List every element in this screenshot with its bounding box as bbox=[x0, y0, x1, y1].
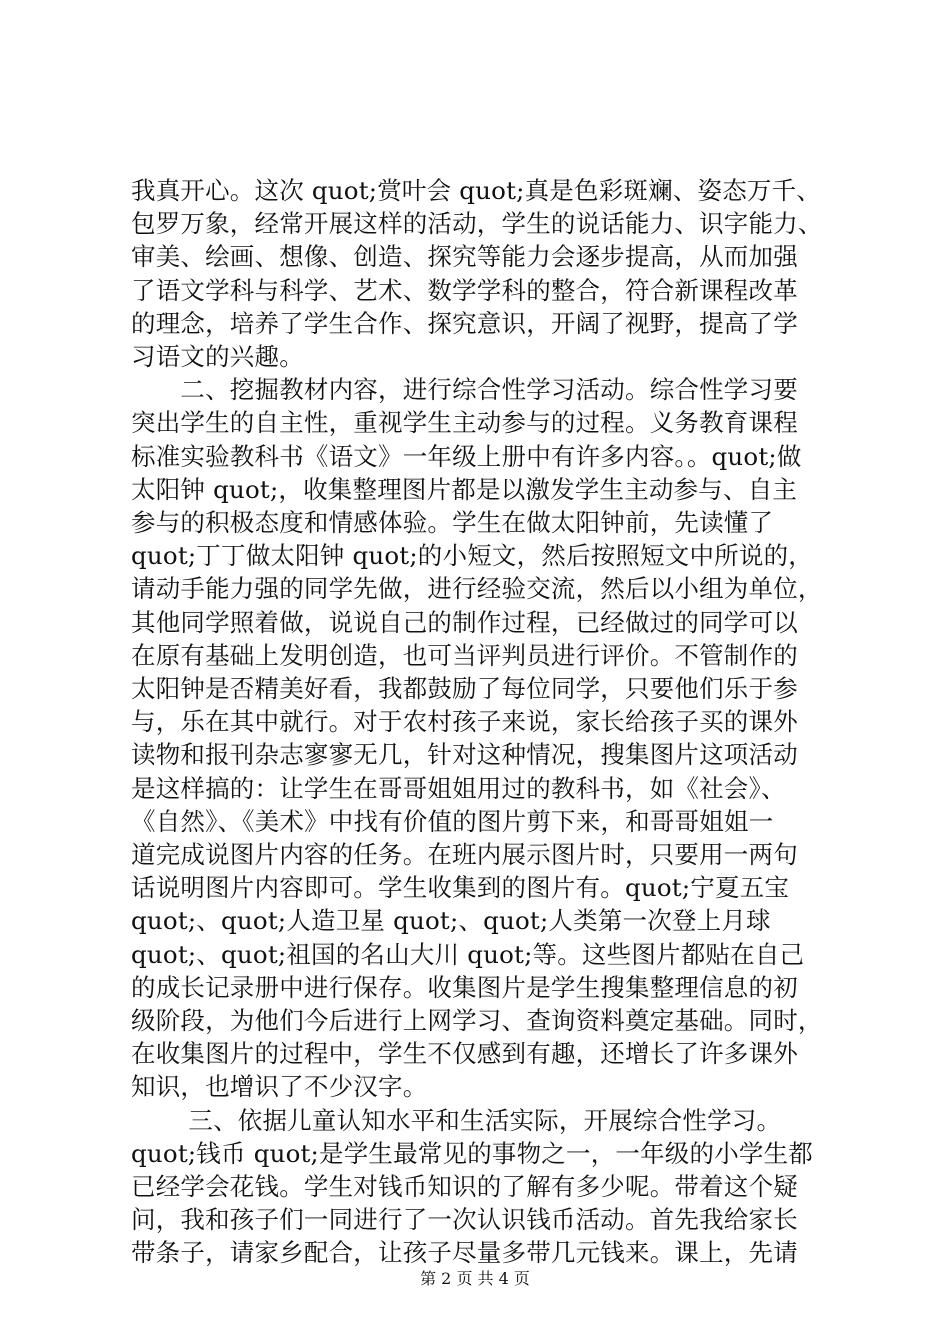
text-line: 了语文学科与科学、艺术、数学学科的整合，符合新课程改革 bbox=[131, 275, 798, 305]
text-line: 的理念，培养了学生合作、探究意识，开阔了视野，提高了学 bbox=[131, 308, 798, 338]
text-line: 参与的积极态度和情感体验。学生在做太阳钟前，先读懂了 bbox=[131, 508, 774, 537]
page-footer: 第 2 页 共 4 页 bbox=[420, 1269, 530, 1288]
text-line: 太阳钟是否精美好看，我都鼓励了每位同学，只要他们乐于参 bbox=[131, 674, 798, 703]
text-line: 带条子，请家乡配合，让孩子尽量多带几元钱来。课上，先请 bbox=[131, 1238, 798, 1268]
text-line: 审美、绘画、想像、创造、探究等能力会逐步提高，从而加强 bbox=[131, 242, 798, 272]
text-line: 太阳钟 quot;，收集整理图片都是以激发学生主动参与、自主 bbox=[131, 474, 798, 504]
text-line: 其他同学照着做，说说自己的制作过程，已经做过的同学可以 bbox=[131, 607, 798, 637]
text-line: 级阶段，为他们今后进行上网学习、查询资料奠定基础。同时， bbox=[131, 1006, 823, 1035]
text-line: quot;钱币 quot;是学生最常见的事物之一，一年级的小学生都 bbox=[131, 1138, 814, 1168]
text-line: 话说明图片内容即可。学生收集到的图片有。quot;宁夏五宝 bbox=[131, 873, 790, 903]
text-line: 标准实验教科书《语文》一年级上册中有许多内容。。quot;做 bbox=[131, 441, 802, 471]
text-line: 在原有基础上发明创造，也可当评判员进行评价。不管制作的 bbox=[131, 640, 798, 670]
text-line: 的成长记录册中进行保存。收集图片是学生搜集整理信息的初 bbox=[131, 972, 798, 1002]
text-line: 是这样搞的：让学生在哥哥姐姐用过的教科书，如《社会》、 bbox=[131, 773, 786, 803]
text-line: 知识，也增识了不少汉字。 bbox=[131, 1072, 428, 1102]
text-line: 已经学会花钱。学生对钱币知识的了解有多少呢。带着这个疑 bbox=[131, 1172, 798, 1201]
text-line: quot;丁丁做太阳钟 quot;的小短文，然后按照短文中所说的， bbox=[131, 541, 814, 571]
text-line: 包罗万象，经常开展这样的活动，学生的说话能力、识字能力、 bbox=[131, 209, 823, 239]
text-line: 读物和报刊杂志寥寥无几，针对这种情况，搜集图片这项活动 bbox=[131, 740, 798, 770]
text-line: 习语文的兴趣。 bbox=[131, 342, 304, 371]
text-line: 三、依据儿童认知水平和生活实际，开展综合性学习。 bbox=[131, 1105, 782, 1135]
text-line: quot;、quot;人造卫星 quot;、quot;人类第一次登上月球 bbox=[131, 906, 771, 936]
text-line: 道完成说图片内容的任务。在班内展示图片时，只要用一两句 bbox=[131, 840, 798, 869]
text-line: 与，乐在其中就行。对于农村孩子来说，家长给孩子买的课外 bbox=[131, 707, 798, 737]
text-line: 二、挖掘教材内容，进行综合性学习活动。综合性学习要 bbox=[131, 375, 798, 405]
text-line: quot;、quot;祖国的名山大川 quot;等。这些图片都贴在自己 bbox=[131, 939, 805, 969]
text-line: 《自然》、《美术》中找有价值的图片剪下来，和哥哥姐姐一 bbox=[131, 806, 774, 836]
text-line: 问，我和孩子们一同进行了一次认识钱币活动。首先我给家长 bbox=[131, 1205, 798, 1235]
text-line: 请动手能力强的同学先做，进行经验交流，然后以小组为单位， bbox=[131, 574, 823, 604]
text-line: 在收集图片的过程中，学生不仅感到有趣，还增长了许多课外 bbox=[131, 1039, 798, 1069]
text-line: 突出学生的自主性，重视学生主动参与的过程。义务教育课程 bbox=[131, 408, 798, 438]
text-line: 我真开心。这次 quot;赏叶会 quot;真是色彩斑斓、姿态万千、 bbox=[131, 176, 821, 205]
